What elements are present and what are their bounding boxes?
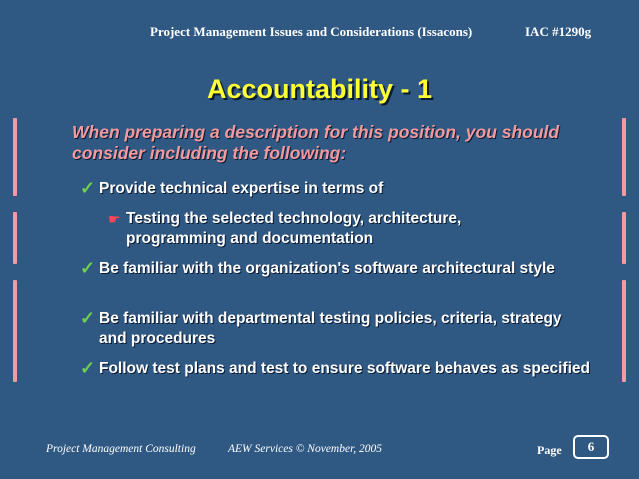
footer-page-label: Page bbox=[537, 443, 562, 457]
page-number-badge: 6 bbox=[573, 435, 609, 459]
check-icon: ✓ bbox=[80, 358, 96, 378]
bullet-item-4: Follow test plans and test to ensure software behaves as specified bbox=[99, 360, 590, 377]
check-icon: ✓ bbox=[80, 178, 96, 198]
check-icon: ✓ bbox=[80, 308, 96, 328]
left-side-bar-bottom bbox=[13, 280, 17, 382]
slide-title: Accountability - 1 bbox=[206, 74, 433, 104]
header-document-id: IAC #1290g bbox=[525, 24, 592, 39]
bullet-item-3: Be familiar with departmental testing policies, criteria, strategy and procedures bbox=[99, 310, 562, 347]
right-side-bar-bottom bbox=[622, 280, 626, 382]
footer-copyright: AEW Services © November, 2005 bbox=[228, 443, 383, 455]
intro-text: When preparing a description for this position, you should consider including the following: bbox=[72, 122, 560, 163]
check-icon: ✓ bbox=[80, 258, 96, 278]
left-side-bar-top bbox=[13, 118, 17, 196]
sub-bullet-item-1: Testing the selected technology, architecture, programming and documentation bbox=[126, 210, 462, 247]
footer-company: Project Management Consulting bbox=[46, 443, 196, 455]
bullet-item-2: Be familiar with the organization's software architectural style bbox=[99, 260, 555, 277]
bullet-item-1: Provide technical expertise in terms of bbox=[99, 180, 384, 197]
left-side-bar-middle bbox=[13, 212, 17, 264]
header-document-title: Project Management Issues and Considerations (Issacons) bbox=[150, 24, 473, 39]
pointing-hand-icon: ☛ bbox=[108, 211, 121, 227]
right-side-bar-middle bbox=[622, 212, 626, 264]
right-side-bar-top bbox=[622, 118, 626, 196]
